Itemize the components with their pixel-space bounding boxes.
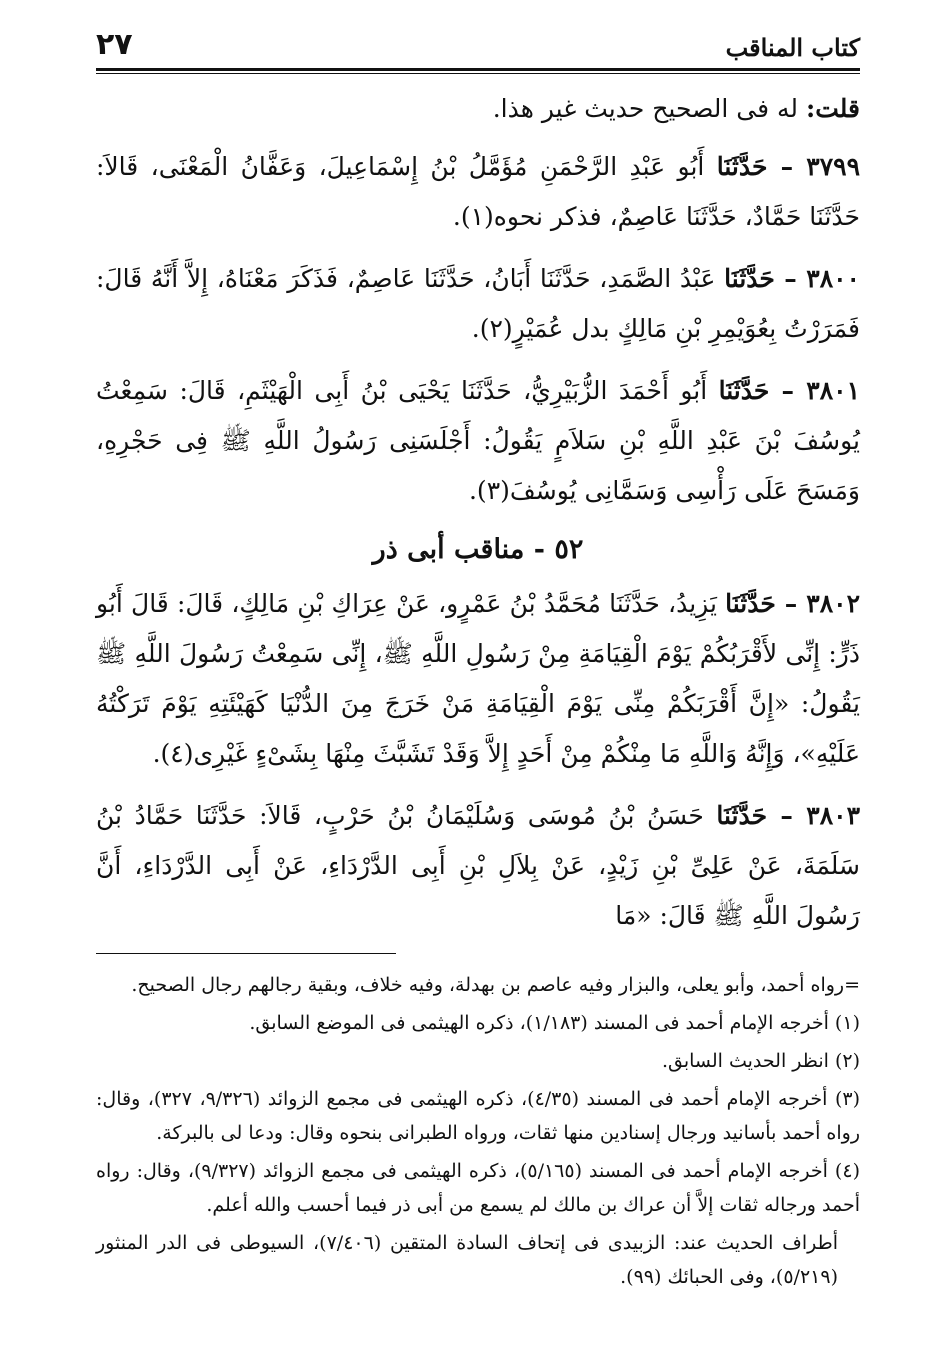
header-rule bbox=[96, 68, 860, 71]
footnote-carryover: =رواه أحمد، وأبو يعلى، والبزار وفيه عاصم بن بهدلة، وفيه خلاف، وبقية رجالهم رجال الصحيح. bbox=[131, 974, 860, 996]
footnote-4-continuation: أطراف الحديث عند: الزبيدى فى إتحاف السادة المتقين (٧/٤٠٦)، السيوطى فى الدر المنثور (٥/٢١٩)، وفى الحبائك (٩٩). bbox=[96, 1232, 838, 1288]
hadith-lead: حَدَّثَنَا bbox=[725, 589, 776, 618]
footnote-1: (١) أخرجه الإمام أحمد فى المسند (١/١٨٣)، ذكره الهيثمى فى الموضع السابق. bbox=[249, 1012, 860, 1034]
hadith-lead: حَدَّثَنَا bbox=[716, 801, 768, 830]
running-title: كتاب المناقب bbox=[725, 33, 860, 62]
hadith-text: يَزِيدُ، حَدَّثَنَا مُحَمَّدُ بْنُ عَمْرٍو، عَنْ عِرَاكِ بْنِ مَالِكٍ، قَالَ: قَالَ أَبُو ذَرٍّ: إِنِّى لأَقْرَبُكُمْ يَوْمَ الْقِيَامَةِ مِنْ رَسُولِ اللَّهِ ﷺ، إِنِّى سَمِعْتُ رَسُولَ اللَّهِ ﷺ يَقُولُ: «إِنَّ أَقْرَبَكُمْ مِنِّى يَوْمَ الْقِيَامَةِ مَنْ خَرَجَ مِنَ الدُّنْيَا كَهَيْئَتِهِ يَوْمَ تَرَكْتُهُ عَلَيْهِ»، وَإِنَّهُ وَاللَّهِ مَا مِنْكُمْ مِنْ أَحَدٍ إِلاَّ وَقَدْ تَشَبَّثَ مِنْهَا بِشَىْءٍ غَيْرِى(٤). bbox=[96, 589, 860, 768]
hadith-3803 bbox=[96, 791, 860, 941]
dash: – bbox=[767, 801, 807, 830]
note-text: له فى الصحيح حديث غير هذا. bbox=[492, 94, 806, 123]
section-heading: ٥٢ - مناقب أبى ذر bbox=[372, 534, 584, 565]
header-rule-thin bbox=[96, 73, 860, 74]
hadith-3801 bbox=[96, 366, 860, 516]
dash: – bbox=[769, 376, 807, 405]
dash: – bbox=[767, 152, 807, 181]
hadith-number: ٣٨٠٠ bbox=[806, 264, 860, 293]
page-number: ٢٧ bbox=[96, 27, 133, 62]
footnote-3: (٣) أخرجه الإمام أحمد فى المسند (٤/٣٥)، ذكره الهيثمى فى مجمع الزوائد (٩/٣٢٦، ٣٢٧)، وقال: رواه أحمد بأسانيد ورجال إسنادين منها ثقات، ورواه الطبرانى بنحوه وقال: ودعا لى بالبركة. bbox=[96, 1088, 860, 1144]
note-paragraph bbox=[96, 84, 860, 134]
page-header bbox=[96, 22, 860, 62]
hadith-number: ٣٨٠٣ bbox=[806, 801, 860, 830]
hadith-lead: حَدَّثَنَا bbox=[716, 152, 768, 181]
hadith-number: ٣٧٩٩ bbox=[806, 152, 860, 181]
hadith-3799 bbox=[96, 142, 860, 242]
hadith-3802 bbox=[96, 579, 860, 779]
footnotes bbox=[96, 968, 860, 1294]
hadith-text: حَسَنُ بْنُ مُوسَى وَسُلَيْمَانُ بْنُ حَرْبٍ، قَالاَ: حَدَّثَنَا حَمَّادُ بْنُ سَلَمَةَ، عَنْ عَلِىِّ بْنِ زَيْدٍ، عَنْ بِلاَلِ بْنِ أَبِى الدَّرْدَاءِ، عَنْ أَبِى الدَّرْدَاءِ، أَنَّ رَسُولَ اللَّهِ ﷺ قَالَ: «مَا bbox=[96, 801, 860, 930]
footnote-2: (٢) انظر الحديث السابق. bbox=[661, 1050, 860, 1072]
hadith-text: أَبُو أَحْمَدَ الزُّبَيْرِيُّ، حَدَّثَنَا يَحْيَى بْنُ أَبِى الْهَيْثَمِ، قَالَ: سَمِعْتُ يُوسُفَ بْنَ عَبْدِ اللَّهِ بْنِ سَلاَمٍ يَقُولُ: أَجْلَسَنِى رَسُولُ اللَّهِ ﷺ فِى حَجْرِهِ، وَمَسَحَ عَلَى رَأْسِى وَسَمَّانِى يُوسُفَ(٣). bbox=[96, 376, 860, 505]
hadith-number: ٣٨٠٢ bbox=[806, 589, 860, 618]
main-text bbox=[96, 84, 860, 941]
note-label: قلت: bbox=[805, 94, 860, 123]
hadith-text: أَبُو عَبْدِ الرَّحْمَنِ مُؤَمَّلُ بْنُ إِسْمَاعِيلَ، وَعَفَّانُ الْمَعْنَى، قَالاَ: حَدَّثَنَا حَمَّادٌ، حَدَّثَنَا عَاصِمٌ، فذكر نحوه(١). bbox=[96, 152, 860, 231]
hadith-text: عَبْدُ الصَّمَدِ، حَدَّثَنَا أَبَانُ، حَدَّثَنَا عَاصِمٌ، فَذَكَرَ مَعْنَاهُ، إِلاَّ أَنَّهُ قَالَ: فَمَرَرْتُ بِعُوَيْمِرِ بْنِ مَالِكٍ بدل عُمَيْرٍ(٢). bbox=[96, 264, 860, 343]
hadith-lead: حَدَّثَنَا bbox=[718, 376, 770, 405]
dash: – bbox=[775, 589, 807, 618]
dash: – bbox=[774, 264, 807, 293]
footnote-separator bbox=[96, 953, 396, 954]
hadith-3800 bbox=[96, 254, 860, 354]
hadith-lead: حَدَّثَنَا bbox=[724, 264, 775, 293]
hadith-number: ٣٨٠١ bbox=[806, 376, 860, 405]
footnote-4: (٤) أخرجه الإمام أحمد فى المسند (٥/١٦٥)، ذكره الهيثمى فى مجمع الزوائد (٩/٣٢٧)، وقال: رواه أحمد ورجاله ثقات إلاَّ أن عراك بن مالك لم يسمع من أبى ذر فيما أحسب والله أعلم. bbox=[96, 1160, 860, 1216]
